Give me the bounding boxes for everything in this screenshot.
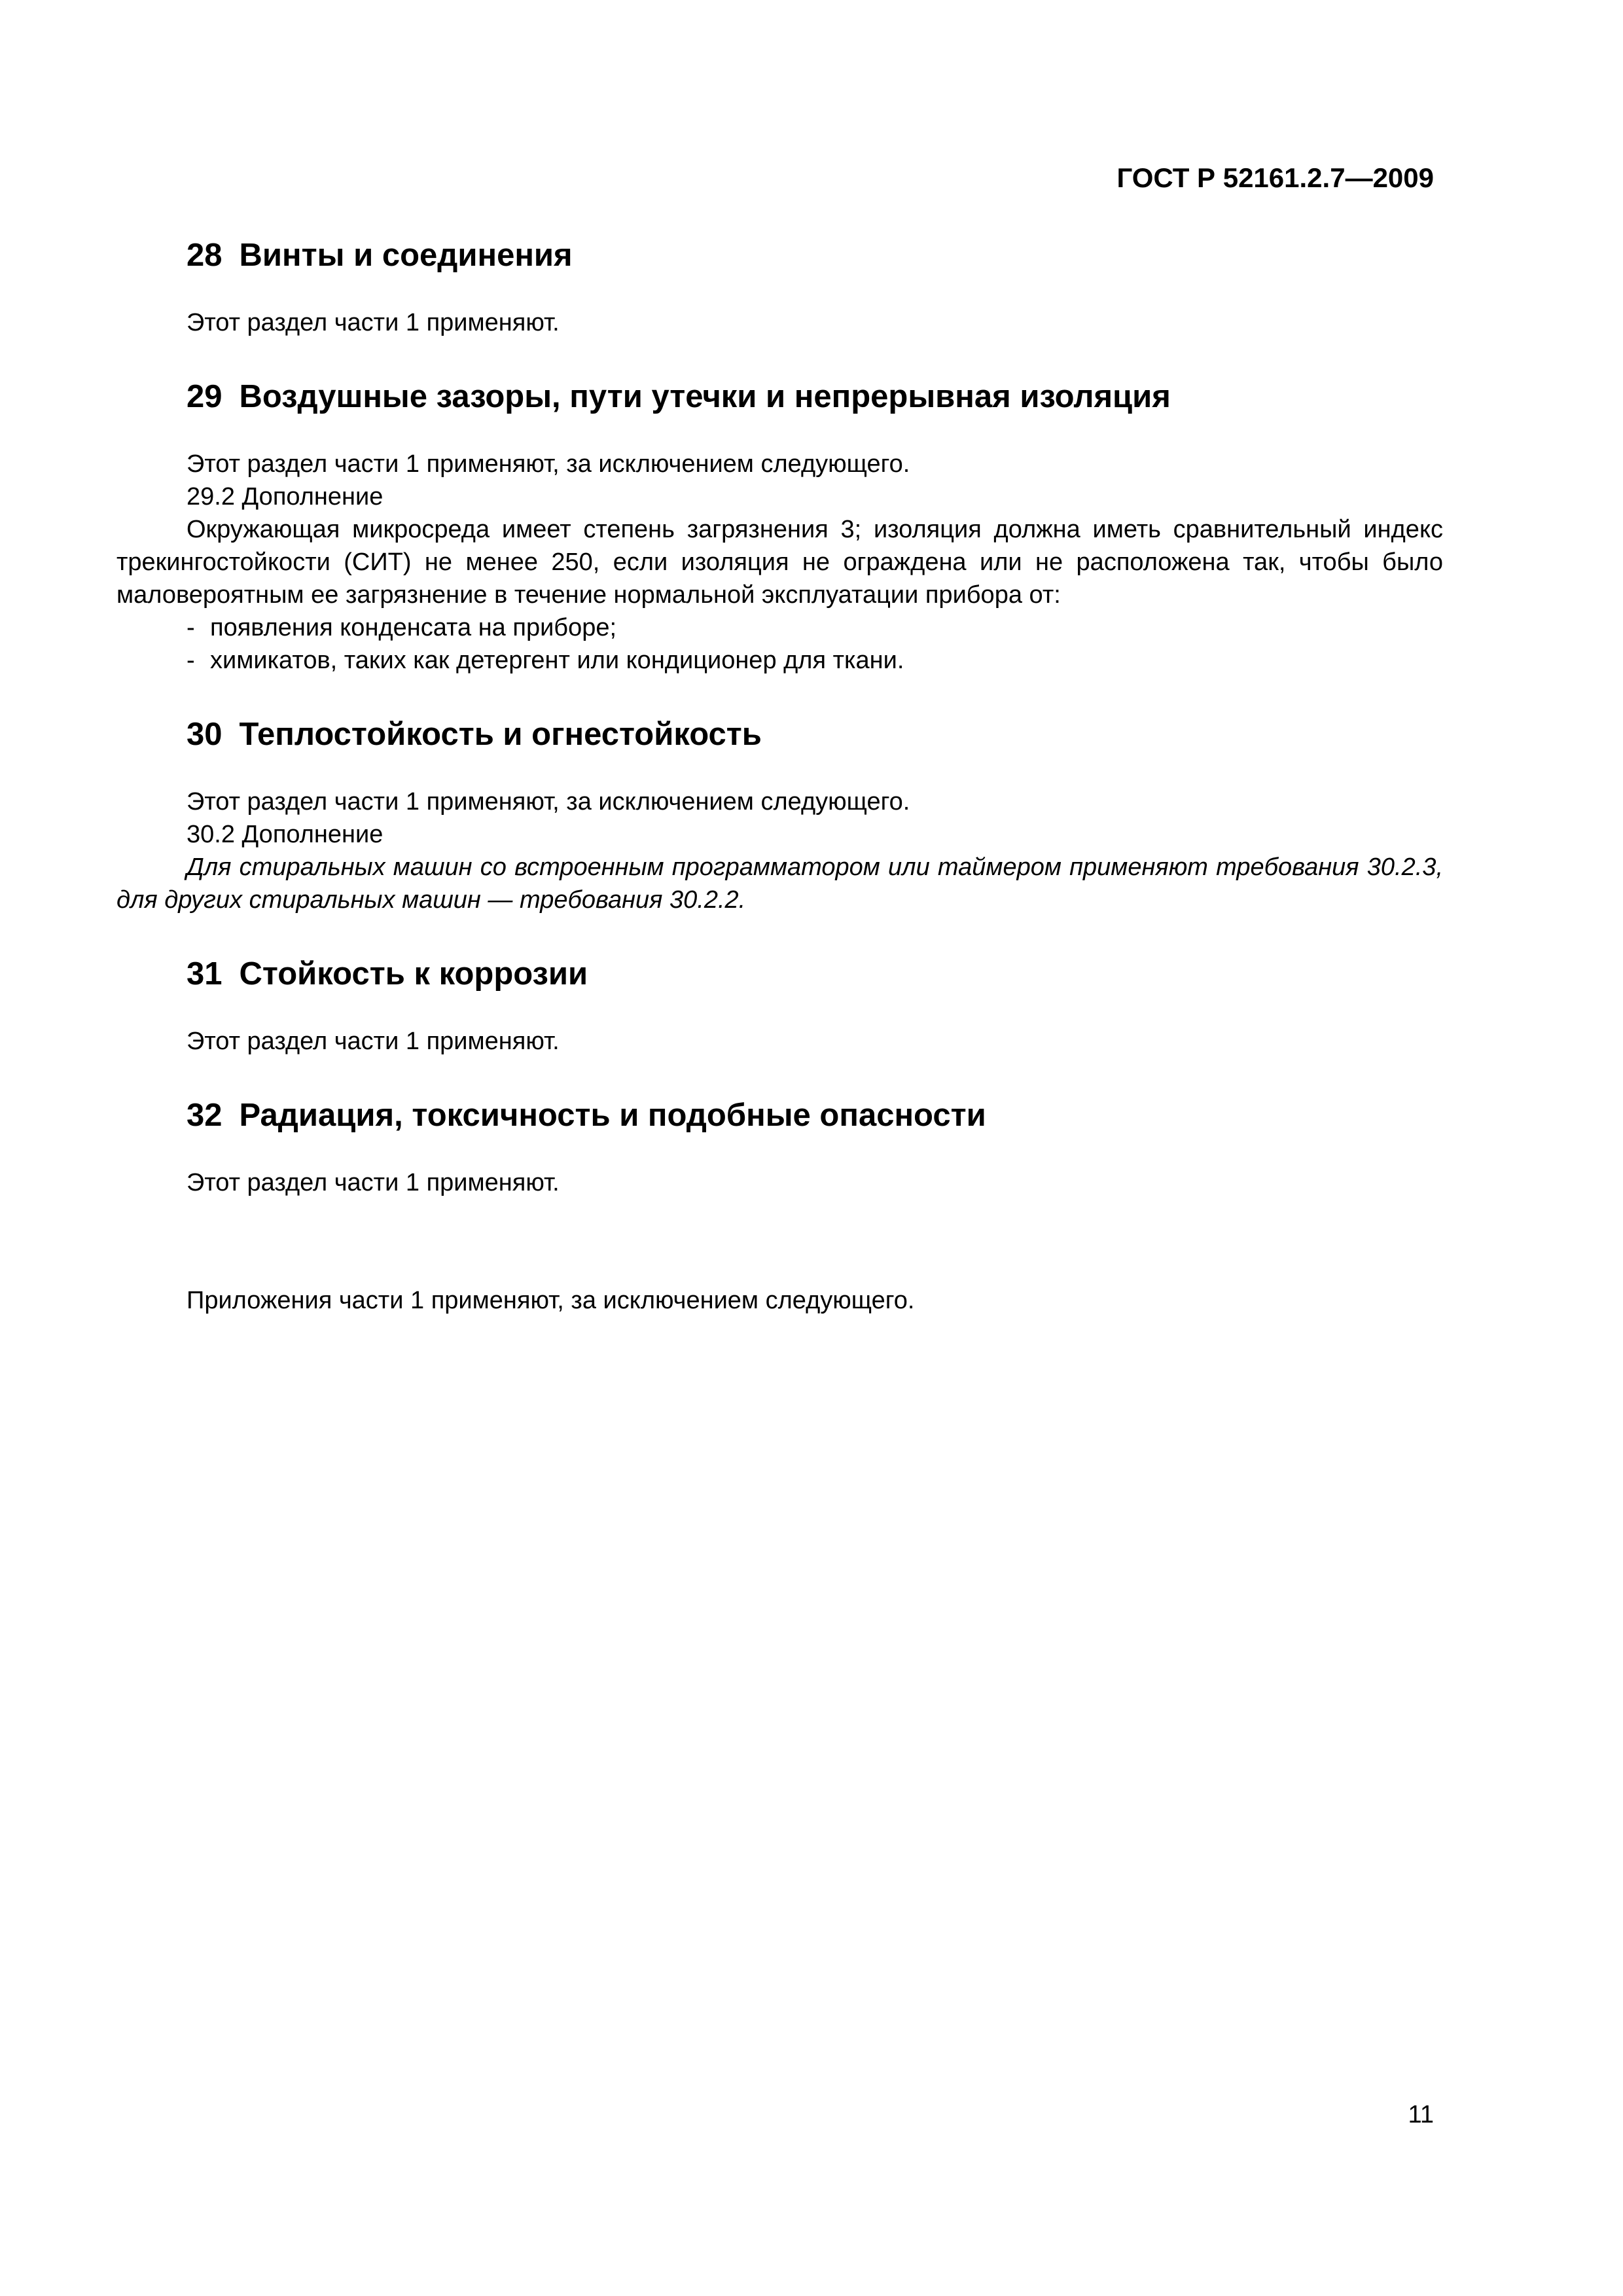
section-28 <box>116 236 1443 339</box>
section-number: 31 <box>187 956 223 992</box>
section-heading <box>116 377 1443 416</box>
section-32 <box>116 1096 1443 1199</box>
section-number: 32 <box>187 1098 223 1133</box>
section-heading <box>116 715 1443 754</box>
page-number: 11 <box>1408 2101 1434 2128</box>
section-text: Этот раздел части 1 применяют. <box>187 309 560 336</box>
section-31 <box>116 954 1443 1058</box>
section-text: Этот раздел части 1 применяют, за исключением следующего. <box>187 788 910 816</box>
section-title: Винты и соединения <box>239 238 573 273</box>
document-code: ГОСТ Р 52161.2.7—2009 <box>1116 162 1434 193</box>
section-title: Стойкость к коррозии <box>239 956 588 992</box>
section-30 <box>116 715 1443 916</box>
list-item: - химикатов, таких как детергент или кондиционер для ткани. <box>187 647 904 674</box>
page-content <box>116 236 1443 1317</box>
section-title: Воздушные зазоры, пути утечки и непрерывная изоляция <box>239 379 1171 414</box>
section-text: Этот раздел части 1 применяют, за исключением следующего. <box>187 450 910 478</box>
section-number: 29 <box>187 379 223 414</box>
section-body-italic: Для стиральных машин со встроенным программатором или таймером применяют требования 30.2.3, для других стиральных машин — требования 30.2.2. <box>116 853 1443 914</box>
subsection-label: 30.2 Дополнение <box>187 821 383 848</box>
section-text: Этот раздел части 1 применяют. <box>187 1169 560 1196</box>
section-text: Этот раздел части 1 применяют. <box>187 1028 560 1055</box>
section-number: 28 <box>187 238 223 273</box>
section-heading <box>116 236 1443 275</box>
section-heading <box>116 1096 1443 1135</box>
section-body: Окружающая микросреда имеет степень загрязнения 3; изоляция должна иметь сравнительный индекс трекингостойкости (СИТ) не менее 250, если изоляция не ограждена или не расположена так, чтобы было маловероятным ее загрязнение в течение нормальной эксплуатации прибора от: <box>116 516 1443 609</box>
subsection-label: 29.2 Дополнение <box>187 483 383 511</box>
section-title: Радиация, токсичность и подобные опасности <box>239 1098 986 1133</box>
section-title: Теплостойкость и огнестойкость <box>239 717 762 752</box>
list-item: - появления конденсата на приборе; <box>187 614 617 641</box>
annex-note: Приложения части 1 применяют, за исключением следующего. <box>187 1287 915 1314</box>
section-heading <box>116 954 1443 994</box>
section-29 <box>116 377 1443 677</box>
section-number: 30 <box>187 717 223 752</box>
